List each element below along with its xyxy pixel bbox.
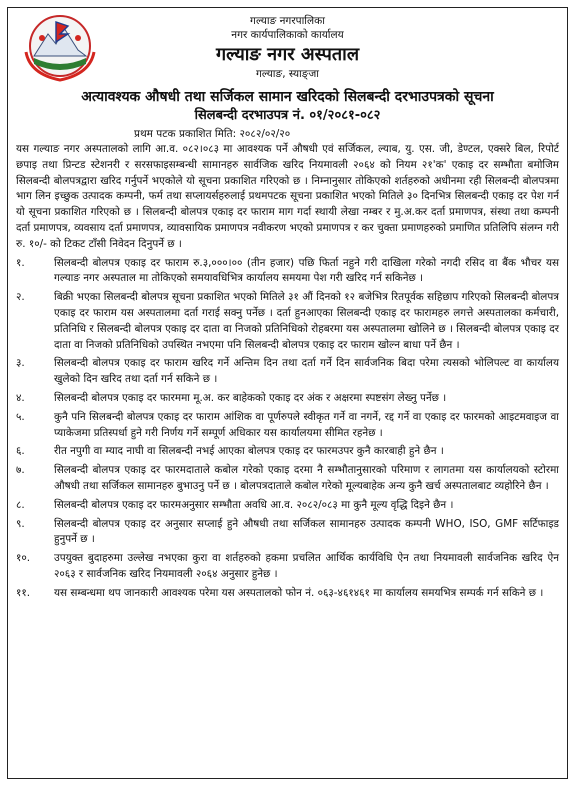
item-text: सिलबन्दी बोलपत्र एकाइ दर फाराम खरिद गर्ने अन्तिम दिन तथा दर्ता गर्ने दिन सार्वजनिक बिदा परेमा त्यसको भोलिपल्ट वा कार्यालय खुलेको दिन खरिद तथा दर्ता गर्न सकिने छ । (54, 357, 559, 386)
item-text: उपयुक्त बुदाहरुमा उल्लेख नभएका कुरा वा शर्तहरुको हकमा प्रचलित आर्थिक कार्यविधि ऐन तथा नियमावली सार्वजनिक खरिद ऐन २०६३ र सार्वजनिक खरिद नियमावली २०६४ अनुसार हुनेछ । (54, 552, 559, 580)
conditions-list (16, 256, 559, 602)
item-number: ५. (16, 410, 25, 423)
address: गल्याङ, स्याङ्जा (256, 68, 319, 80)
notice-page (7, 7, 568, 779)
item-number: ९. (16, 517, 25, 530)
list-item (16, 290, 559, 353)
list-item (16, 391, 559, 407)
item-text: सिलबन्दी बोलपत्र एकाइ दर फारममा मू.अ. कर बाहेकको एकाइ दर अंक र अक्षरमा स्पष्टसंग लेख्नु पर्नेछ । (54, 391, 447, 404)
item-text: सिलबन्दी बोलपत्र एकाइ दर फाराम रु.३,०००।०० (तीन हजार) पछि फिर्ता नहुने गरी दाखिला गरेको नगदी रसिद वा बैंक भौचर यस गल्याङ नगर अस्पताल मा तोकिएको समयावधिभित्र कार्यालय समयमा पेश गरी खरिद गर्न सकिनेछ । (54, 256, 559, 285)
list-item (16, 498, 559, 514)
list-item (16, 444, 559, 460)
municipality-name: गल्याङ नगरपालिका (250, 15, 325, 27)
notice-number: सिलबन्दी दरभाउपत्र नं. ०१/२०८१-०८२ (194, 108, 381, 123)
list-item (16, 356, 559, 388)
item-text: सिलबन्दी बोलपत्र एकाइ दर फारमदाताले कबोल गरेको एकाइ दरमा नै सम्भौतानुसारको परिमाण र लागतमा यस कार्यालयको स्टोरमा औषधी तथा सर्जिकल सामानहरु बुभाउनु पर्ने छ । बोलपत्रदाताले कबोल गरेको मूल्यबाहेक अन्य कुनै खर्च अस्पतालबाट व्यहोरिने छैन । (54, 464, 559, 492)
item-number: १०. (16, 552, 31, 565)
item-number: ४. (16, 391, 25, 404)
item-number: ७. (16, 464, 25, 477)
item-text: सिलबन्दी बोलपत्र एकाइ दर फारमअनुसार सम्भौता अवधि आ.व. २०८२/०८३ मा कुनै मूल्य वृद्धि दिइने छैन । (54, 498, 454, 511)
item-text: कुनै पनि सिलबन्दी बोलपत्र एकाइ दर फाराम आंशिक वा पूर्णरुपले स्वीकृत गर्ने वा नगर्ने, रद्द गर्ने वा एकाइ दर फारमको आइटमवाइज वा प्याकेजमा प्रतिस्पर्धा हुने गरी निर्णय गर्ने सम्पूर्ण अधिकार यस कार्यालयमा सीमित रहनेछ । (54, 410, 559, 439)
item-number: ११. (16, 586, 31, 599)
list-item (16, 551, 559, 583)
list-item (16, 463, 559, 495)
hospital-name: गल्याङ नगर अस्पताल (215, 44, 360, 65)
publish-date: प्रथम पटक प्रकाशित मिति: २०८२/०२/२० (134, 128, 291, 140)
list-item (16, 410, 559, 442)
list-item (16, 586, 559, 602)
government-emblem-icon (20, 12, 100, 84)
item-number: ३. (16, 357, 25, 370)
item-text: यस सम्बन्धमा थप जानकारी आवश्यक परेमा यस अस्पतालको फोन नं. ०६३-४६१४६१ मा कार्यालय समयभित्र सम्पर्क गर्न सकिने छ । (54, 586, 544, 599)
intro-paragraph: यस गल्याङ नगर अस्पतालको लागि आ.व. ०८२।०८३ मा आवश्यक पर्ने औषधी एवं सर्जिकल, ल्याब, यु. एस. जी, डेण्टल, एक्सरे बिल, रिपोर्ट छपाइ तथा प्रिन्टड स्टेशनरी र सरसफाइसम्बन्धी सामानहरु सार्वजिक खरिद नियमावली २०६४ को नियम २१'क' एकाइ दर सम्भौता बमोजिम सिलबन्दी बोलपत्रद्वारा खरिद गर्नुपर्ने भएकोले यो सूचना प्रकाशित गरिएको छ । निम्नानुसार तोकिएको शर्तहरुको अधीनमा रही सिलबन्दी बोलपत्रमा भाग लिन इच्छुक उत्पादक कम्पनी, फर्म तथा सप्लायर्सहरुलाई प्रथमपटक सूचना प्रकाशित भएको मितिले ३० दिनभित्र सिलबन्दी एकाइ दर पेश गर्न यो सूचना प्रकाशित गरिएको छ । सिलबन्दी बोलपत्र एकाइ दर फाराम माग गर्दा स्थायी लेखा नम्बर र मु.अ.कर दर्ता प्रमाणपत्र, संस्था तथा कम्पनी दर्ता प्रमाणपत्र, व्यवसाय दर्ता प्रमाणपत्र, व्यावसायिक प्रमाणपत्र नवीकरण भएको प्रमाणपत्र र कर चुक्ता प्रमाणहरुको प्रमाणित प्रतिलिपि संलग्न गरी रु. १०/- को टिकट टाँसी निवेदन दिनुपर्ने छ । (16, 143, 559, 250)
item-number: ६. (16, 445, 25, 458)
item-text: सिलबन्दी बोलपत्र एकाइ दर अनुसार सप्लाई हुने औषधी तथा सर्जिकल सामानहरु उत्पादक कम्पनी WHO, ISO, GMF सर्टिफाइड हुनुपर्ने छ । (54, 517, 559, 546)
item-text: बिक्री भएका सिलबन्दी बोलपत्र सूचना प्रकाशित भएको मितिले ३१ औं दिनको १२ बजेभित्र रितपूर्वक सहिछाप गरिएको सिलबन्दी बोलपत्र एकाइ दर फाराम यस अस्पतालमा दर्ता गराई सक्नु पर्नेछ । दर्ता हुनआएका सिलबन्दी एकाइ दर फारामहरु लगत्ते अस्पतालका कर्मचारी, प्रतिनिधि र सिलबन्दी बोलपत्र एकाइ दर दाता वा निजको प्रतिनिधिको रोहबरमा यस अस्पतालमा खोलिने छ । सिलबन्दी बोलपत्र एकाइ दर दाता वा निजको प्रतिनिधिको उपस्थित नभएमा पनि सिलबन्दी बोलपत्र एकाइ दर फाराम खोल्न बाधा पर्ने छैन । (54, 291, 559, 351)
list-item (16, 256, 559, 288)
office-name: नगर कार्यपालिकाको कार्यालय (231, 29, 344, 41)
list-item (16, 517, 559, 549)
item-text: रीत नपुगी वा म्याद नाघी वा सिलबन्दी नभई आएका बोलपत्र एकाइ दर फारमउपर कुनै कारबाही हुने छैन । (54, 445, 444, 458)
item-number: १. (16, 256, 25, 269)
item-number: २. (16, 291, 25, 304)
item-number: ८. (16, 498, 25, 511)
notice-title: अत्यावश्यक औषधी तथा सर्जिकल सामान खरिदको सिलबन्दी दरभाउपत्रको सूचना (81, 89, 494, 105)
